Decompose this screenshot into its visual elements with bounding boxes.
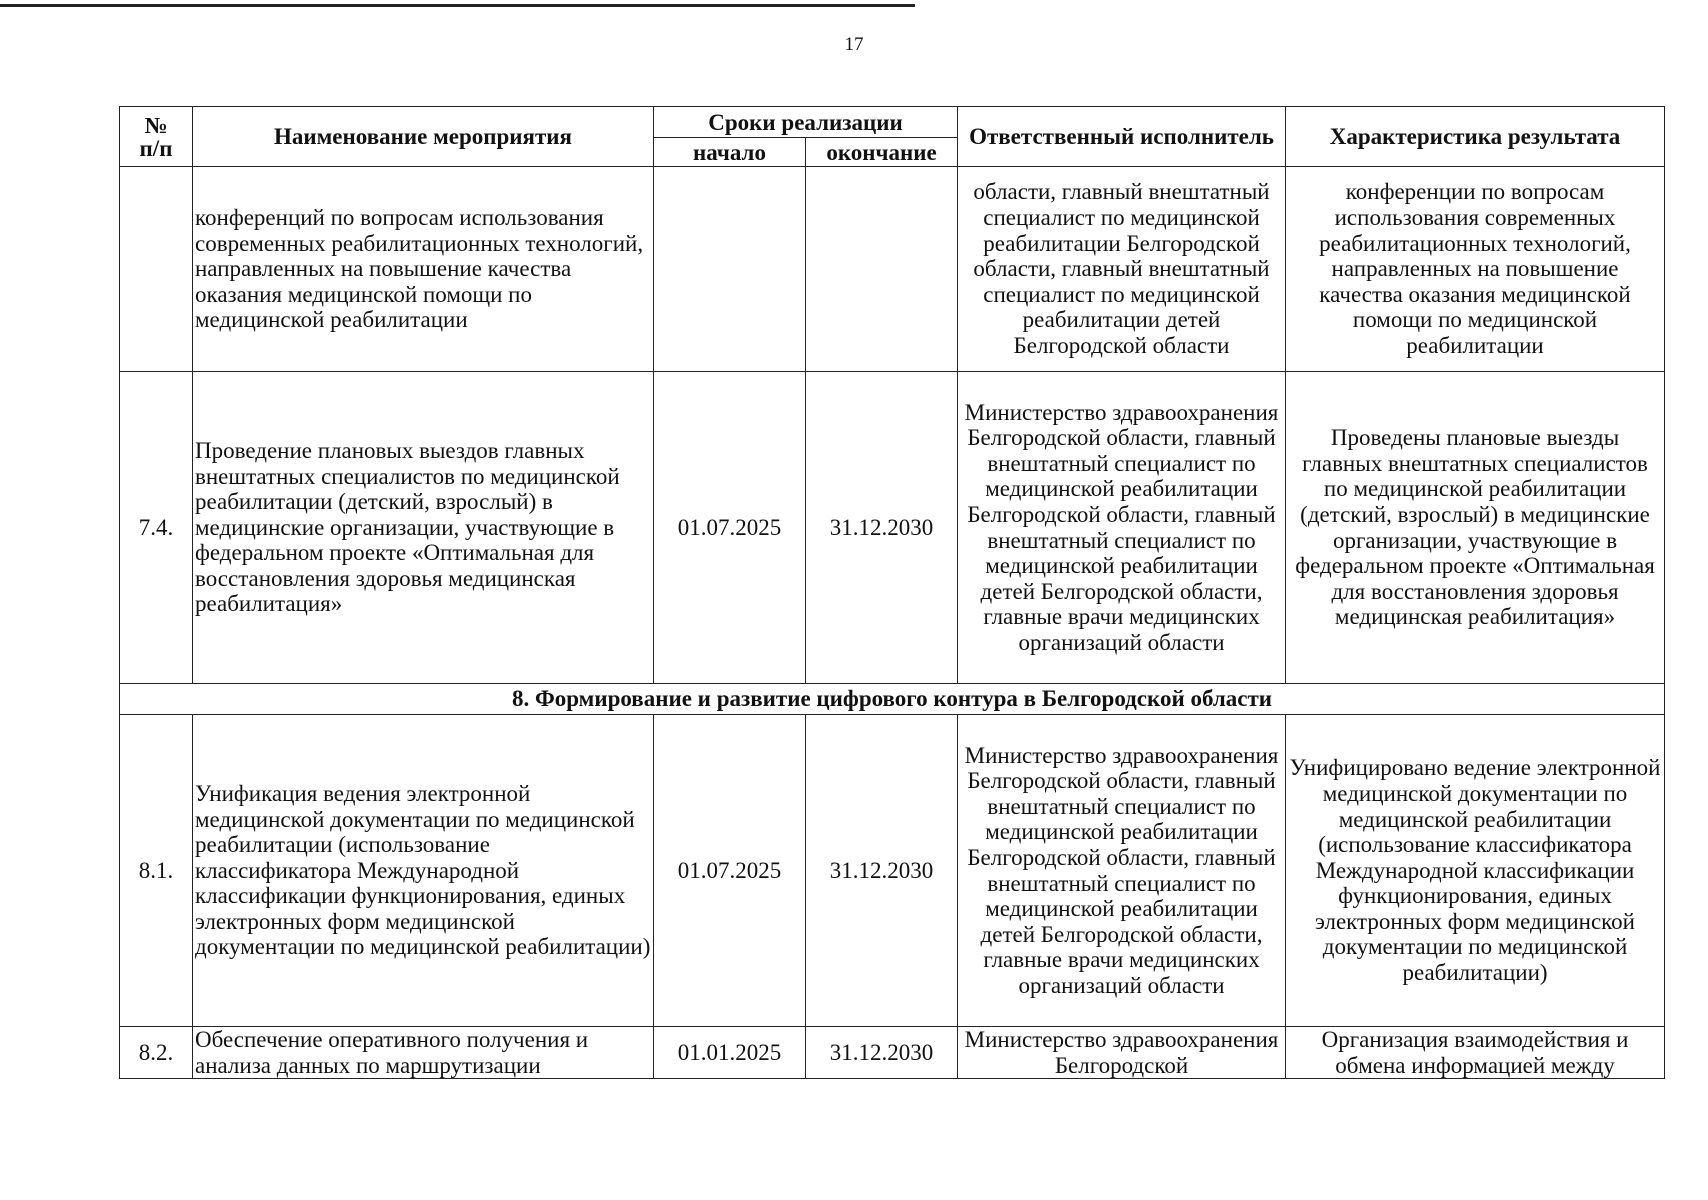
cell-name: Обеспечение оперативного получения и анализа данных по маршрутизации: [193, 1027, 654, 1079]
table-row: [120, 167, 1665, 372]
section-row: [120, 684, 1665, 715]
cell-end: 31.12.2030: [806, 372, 958, 684]
activities-table: [119, 106, 1665, 1079]
cell-start: 01.01.2025: [654, 1027, 806, 1079]
cell-result: конференции по вопросам использования современных реабилитационных технологий, направленных на повышение качества оказания медицинской помощи по медицинской реабилитации: [1286, 167, 1665, 372]
cell-executor: области, главный внештатный специалист по медицинской реабилитации Белгородской области, главный внештатный специалист по медицинской реабилитации детей Белгородской области: [958, 167, 1286, 372]
cell-number: 8.2.: [120, 1027, 193, 1079]
header-name: Наименование мероприятия: [193, 107, 654, 167]
cell-start: [654, 167, 806, 372]
cell-executor: Министерство здравоохранения Белгородской области, главный внештатный специалист по медицинской реабилитации Белгородской области, главный внештатный специалист по медицинской реабилитации детей Белгородской области, главные врачи медицинских организаций области: [958, 372, 1286, 684]
cell-end: [806, 167, 958, 372]
header-row: [120, 107, 1665, 138]
cell-result: Проведены плановые выезды главных внештатных специалистов по медицинской реабилитации (детский, взрослый) в медицинские организации, участвующие в федеральном проекте «Оптимальная для восстановления здоровья медицинская реабилитация»: [1286, 372, 1665, 684]
cell-result: Унифицировано ведение электронной медицинской документации по медицинской реабилитации (использование классификатора Международной классификации функционирования, единых электронных форм медицинской документации по медицинской реабилитации): [1286, 715, 1665, 1027]
cell-end: 31.12.2030: [806, 715, 958, 1027]
cell-end: 31.12.2030: [806, 1027, 958, 1079]
page-number: 17: [844, 34, 864, 55]
header-terms: Сроки реализации: [654, 107, 958, 138]
cell-name: Проведение плановых выездов главных внештатных специалистов по медицинской реабилитации (детский, взрослый) в медицинские организации, участвующие в федеральном проекте «Оптимальная для восстановления здоровья медицинская реабилитация»: [193, 372, 654, 684]
cell-executor: Министерство здравоохранения Белгородской области, главный внештатный специалист по медицинской реабилитации Белгородской области, главный внештатный специалист по медицинской реабилитации детей Белгородской области, главные врачи медицинских организаций области: [958, 715, 1286, 1027]
cell-name: конференций по вопросам использования современных реабилитационных технологий, направленных на повышение качества оказания медицинской помощи по медицинской реабилитации: [193, 167, 654, 372]
scan-edge-line: [0, 4, 915, 7]
section-title: 8. Формирование и развитие цифрового контура в Белгородской области: [120, 684, 1665, 715]
header-number: № п/п: [120, 107, 193, 167]
table-row: [120, 372, 1665, 684]
cell-start: 01.07.2025: [654, 372, 806, 684]
cell-name: Унификация ведения электронной медицинской документации по медицинской реабилитации (использование классификатора Международной классификации функционирования, единых электронных форм медицинской документации по медицинской реабилитации): [193, 715, 654, 1027]
cell-number: 8.1.: [120, 715, 193, 1027]
cell-number: [120, 167, 193, 372]
header-end: окончание: [806, 138, 958, 167]
table-row: [120, 715, 1665, 1027]
table-row: [120, 1027, 1665, 1079]
header-executor: Ответственный исполнитель: [958, 107, 1286, 167]
cell-result: Организация взаимодействия и обмена информацией между: [1286, 1027, 1665, 1079]
cell-number: 7.4.: [120, 372, 193, 684]
cell-executor: Министерство здравоохранения Белгородской: [958, 1027, 1286, 1079]
header-result: Характеристика результата: [1286, 107, 1665, 167]
header-start: начало: [654, 138, 806, 167]
cell-start: 01.07.2025: [654, 715, 806, 1027]
